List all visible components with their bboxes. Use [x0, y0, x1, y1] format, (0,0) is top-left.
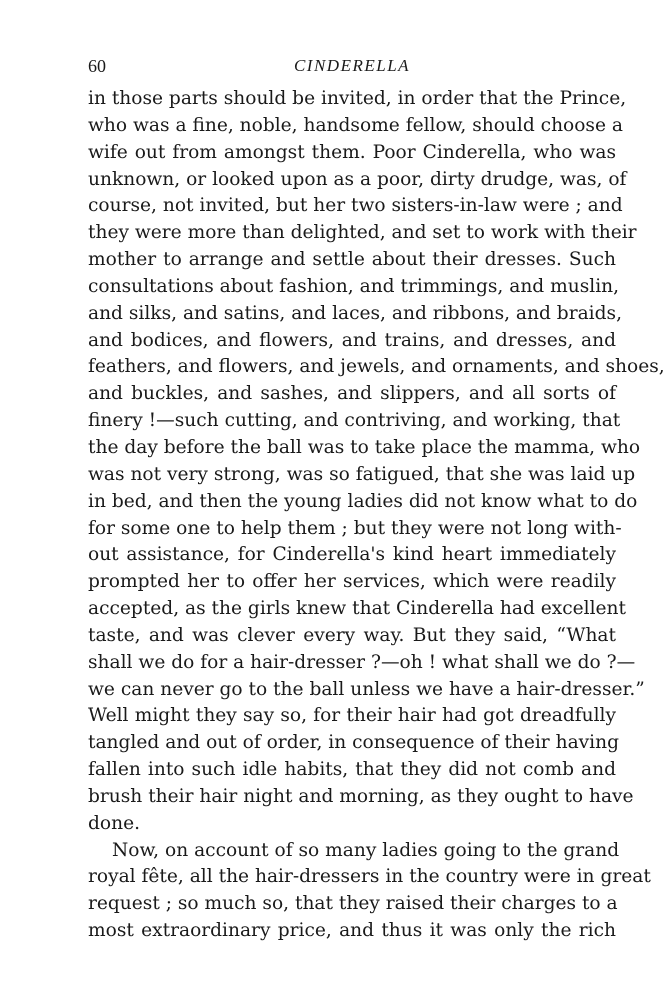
text-line: who was a fine, noble, handsome fellow, should choose a [88, 114, 623, 136]
text-line: course, not invited, but her two sisters-in-law were ; and [88, 195, 623, 217]
text-line: accepted, as the girls knew that Cinderella had excellent [88, 598, 627, 620]
paragraph [88, 838, 651, 945]
text-line: and buckles, and sashes, and slippers, and all sorts of [88, 383, 616, 405]
text-line: the day before the ball was to take place the mamma, who [88, 436, 641, 458]
text-line: finery !—such cutting, and contriving, and working, that [88, 410, 621, 432]
text-line: fallen into such idle habits, that they did not comb and [88, 759, 616, 781]
text-line: mother to arrange and settle about their dresses. Such [88, 249, 616, 271]
text-line: consultations about fashion, and trimmings, and muslin, [88, 275, 620, 297]
text-line: wife out from amongst them. Poor Cinderella, who was [88, 141, 616, 163]
text-line: we can never go to the ball unless we have a hair-dresser.” [88, 678, 645, 700]
page-header [88, 54, 616, 84]
text-line: out assistance, for Cinderella's kind heart immediately [88, 544, 616, 566]
text-line: Well might they say so, for their hair had got dreadfully [88, 705, 616, 727]
text-line: was not very strong, was so fatigued, that she was laid up [88, 463, 636, 485]
text-line: feathers, and flowers, and jewels, and ornaments, and shoes, [88, 356, 665, 378]
text-line: prompted her to offer her services, which were readily [88, 571, 616, 593]
text-line: most extraordinary price, and thus it was only the rich [88, 920, 616, 942]
text-line: Now, on account of so many ladies going to the grand [112, 839, 620, 861]
body-text [88, 86, 665, 945]
text-line: and bodices, and flowers, and trains, and dresses, and [88, 329, 616, 351]
running-title: CINDERELLA [293, 56, 411, 75]
text-line: taste, and was clever every way. But they said, “What [88, 624, 616, 646]
text-line: request ; so much so, that they raised their charges to a [88, 893, 618, 915]
text-line: unknown, or looked upon as a poor, dirty drudge, was, of [88, 168, 627, 190]
text-line: they were more than delighted, and set to work with their [88, 222, 637, 244]
text-line: shall we do for a hair-dresser ?—oh ! what shall we do ?— [88, 651, 636, 673]
book-page [88, 54, 665, 945]
page-number: 60 [88, 56, 106, 76]
text-line: done. [88, 812, 140, 834]
text-line: in those parts should be invited, in order that the Prince, [88, 88, 627, 109]
text-line: royal fête, all the hair-dressers in the country were in great [88, 866, 651, 888]
text-line: brush their hair night and morning, as they ought to have [88, 785, 634, 807]
paragraph [88, 86, 665, 838]
text-line: tangled and out of order, in consequence of their having [88, 732, 619, 754]
text-line: in bed, and then the young ladies did not know what to do [88, 490, 638, 512]
text-line: for some one to help them ; but they were not long with- [88, 517, 622, 539]
text-line: and silks, and satins, and laces, and ribbons, and braids, [88, 302, 622, 324]
